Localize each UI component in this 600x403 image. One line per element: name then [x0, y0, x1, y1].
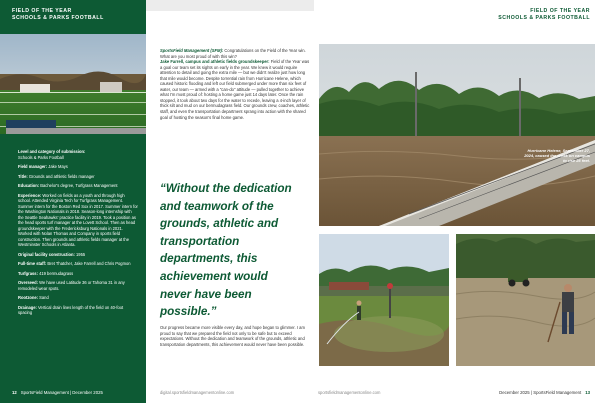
info-item: Full-time staff: Bret Thatcher, Jake Farrell and Chris Pogmon: [18, 261, 131, 266]
field-spraying-photo: [319, 234, 449, 366]
info-item: Original facility construction: 1955: [18, 251, 86, 257]
info-item: Level and category of submission: Schools & Parks Football: [18, 149, 86, 160]
interview-body: [160, 48, 310, 120]
info-item: Education: Bachelor's degree, Turfgrass Management: [18, 183, 118, 188]
groundskeeper-photo: [456, 234, 595, 366]
info-item: Rootzone: Sand: [18, 295, 49, 300]
publication-info: December 2025 | SportsField Management: [499, 390, 582, 395]
interview-question: Congratulations on the Field of the Year win. What are you most proud of with this win?: [160, 48, 306, 59]
website-url[interactable]: sportsfieldmanagementonline.com: [318, 390, 381, 395]
interview-answer-label: Jake Farrell, campus and athletic fields groundskeeper:: [160, 59, 270, 65]
info-item: Overseed: We have used Latitude 36 or Tahoma 31 in any remodeled wear spots.: [18, 280, 125, 291]
section-subtitle: SCHOOLS & PARKS FOOTBALL: [12, 15, 104, 21]
right-page-header: [498, 8, 590, 22]
left-page-footer: [12, 390, 103, 395]
info-item: Title: Grounds and athletic fields manager: [18, 173, 95, 179]
info-item: Turfgrass: 419 bermudagrass: [18, 270, 74, 276]
right-page-footer: [499, 390, 590, 395]
section-title: FIELD OF THE YEAR: [530, 8, 590, 14]
pull-quote: “Without the dedication and teamwork of the grounds, athletic and transportation departments, this achievement would never have been possible.”: [160, 182, 292, 319]
info-item: Drainage: Vertical drain lines length of the field on 40-foot spacing: [18, 304, 124, 315]
publication-info: SportsField Management | December 2025: [20, 390, 103, 395]
left-page-header: [12, 8, 142, 22]
facility-info-list: [18, 149, 138, 320]
top-stripe: [146, 0, 314, 11]
left-page-sidebar: [0, 0, 146, 403]
section-subtitle: SCHOOLS & PARKS FOOTBALL: [498, 15, 590, 21]
info-item: Experience: Worked on fields as a youth and through high school. Attended Virginia Tech for Turfgrass Management. Summer intern for the Boston Red Sox in 2017. Summer intern for the Washington Nationals in 2018. Season-long internship with the Seattle Seahawks' practice facility in 2019. Took a position as the head sports turf manager at the Lovett School. Then as head groundskeeper with the Fredericksburg Nationals in 2021. Worked with Nolan Thomas and Company in sports field construction. Then grounds and athletic fields manager at the Westminster Schools in Atlanta.: [18, 192, 138, 247]
stadium-field-photo: [0, 34, 146, 134]
section-title: FIELD OF THE YEAR: [12, 8, 72, 14]
page-number: 12: [12, 390, 17, 395]
interview-answer: Field of the Year was a goal our team set its sights on early in the year. We knew it would require attention to detail and going the extra mile — but we didn't realize just how long that mile would become. Despite torrential rain from Hurricane Helene, which caused historic flooding and left our field submerged under more than six feet of water, our team — armed with a "can-do" attitude — pulled together to achieve what I'm most proud of: hosting a home game just 14 days later. Once the rain stopped, it took about two days for the water to recede, leaving a 4-inch layer of thick silt and mud on our bermudagrass field. Our grounds crew, coaches, athletic staff, and even the transportation department sprang into action with the shared goal of hosting the season's final home game.: [160, 59, 310, 120]
page-number: 13: [585, 390, 590, 395]
digital-edition-url[interactable]: digital.sportsfieldmanagementonline.com: [160, 390, 235, 395]
flood-photo-caption: Hurricane Helene, September 27, 2024, caused the creek on campus to rise 25 feet.: [524, 148, 590, 164]
interview-question-label: SportsField Management (SFM):: [160, 48, 224, 53]
info-item: Field manager: Jake Mays: [18, 164, 68, 169]
middle-page-article: [146, 0, 314, 403]
right-page-photos: [314, 0, 600, 403]
closing-paragraph: Our progress became more visible every day, and hope began to glimmer. I am proud to say that we prepared the field not only to be safe but to exceed expectations. Without the dedication and teamwork of the grounds, athletic and transportation departments, this achievement would never have been possible.: [160, 325, 305, 347]
flooded-stadium-photo: [319, 44, 595, 226]
